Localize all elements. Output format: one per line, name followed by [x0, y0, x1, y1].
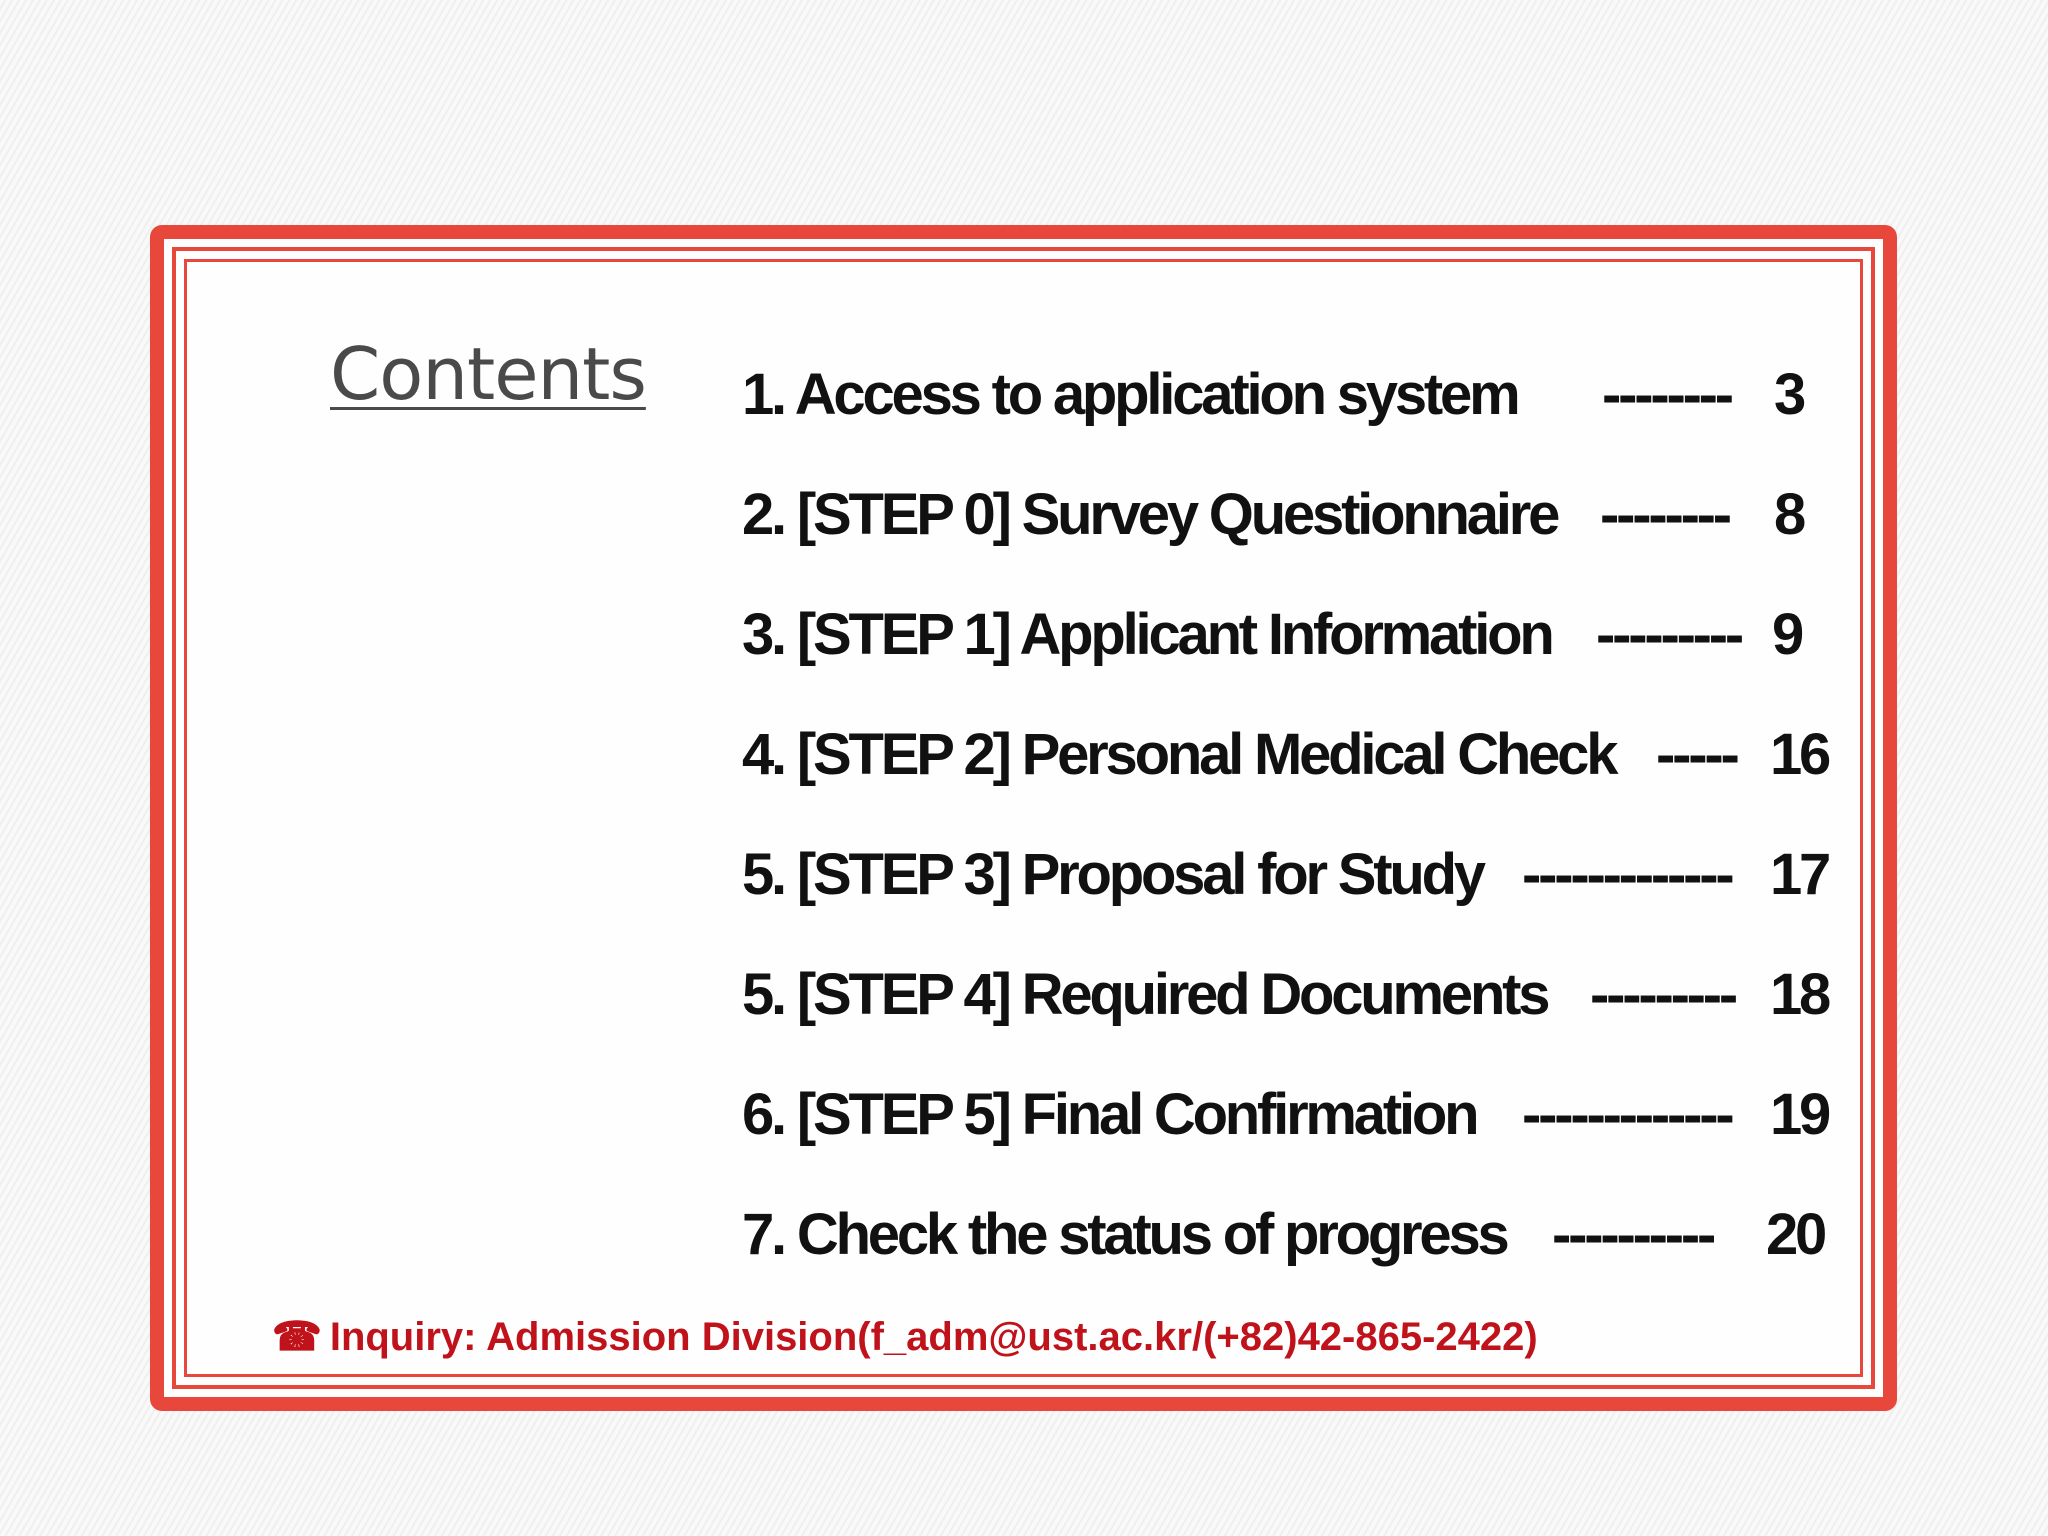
toc-item-label: 7. Check the status of progress — [742, 1202, 1507, 1267]
toc-item — [742, 720, 1829, 790]
toc-item — [742, 1200, 1825, 1270]
toc-item-leader: -------- — [1602, 362, 1731, 427]
toc-item — [742, 1080, 1829, 1150]
page-title: Contents — [330, 332, 646, 416]
toc-item-page-number: 20 — [1766, 1202, 1825, 1267]
toc-item — [742, 840, 1829, 910]
toc-item-page-number: 3 — [1774, 362, 1804, 427]
toc-item-page-number: 8 — [1774, 482, 1804, 547]
toc-item — [742, 480, 1804, 550]
toc-item-label: 4. [STEP 2] Personal Medical Check — [742, 722, 1616, 787]
toc-item-label: 5. [STEP 4] Required Documents — [742, 962, 1548, 1027]
toc-item-label: 1. Access to application system — [742, 362, 1518, 427]
toc-item-leader: ----- — [1656, 722, 1737, 787]
toc-item-leader: ------------- — [1522, 842, 1732, 907]
toc-item-page-number: 9 — [1772, 602, 1802, 667]
toc-item — [742, 360, 1804, 430]
toc-item — [742, 600, 1802, 670]
toc-item-label: 3. [STEP 1] Applicant Information — [742, 602, 1552, 667]
toc-item-label: 6. [STEP 5] Final Confirmation — [742, 1082, 1477, 1147]
inquiry-line — [272, 1314, 1538, 1360]
inquiry-text: Inquiry: Admission Division(f_adm@ust.ac.kr/(+82)42-865-2422) — [329, 1315, 1538, 1359]
toc-item-page-number: 19 — [1770, 1082, 1829, 1147]
toc-item-leader: --------- — [1590, 962, 1736, 1027]
toc-item-label: 2. [STEP 0] Survey Questionnaire — [742, 482, 1558, 547]
toc-item-leader: --------- — [1596, 602, 1742, 667]
toc-item — [742, 960, 1829, 1030]
toc-item-page-number: 18 — [1770, 962, 1829, 1027]
toc-item-page-number: 17 — [1770, 842, 1829, 907]
toc-item-page-number: 16 — [1770, 722, 1829, 787]
toc-item-leader: ---------- — [1552, 1202, 1714, 1267]
phone-icon: ☎ — [272, 1315, 322, 1359]
toc-item-leader: -------- — [1600, 482, 1729, 547]
toc-item-leader: ------------- — [1522, 1082, 1732, 1147]
toc-item-label: 5. [STEP 3] Proposal for Study — [742, 842, 1483, 907]
